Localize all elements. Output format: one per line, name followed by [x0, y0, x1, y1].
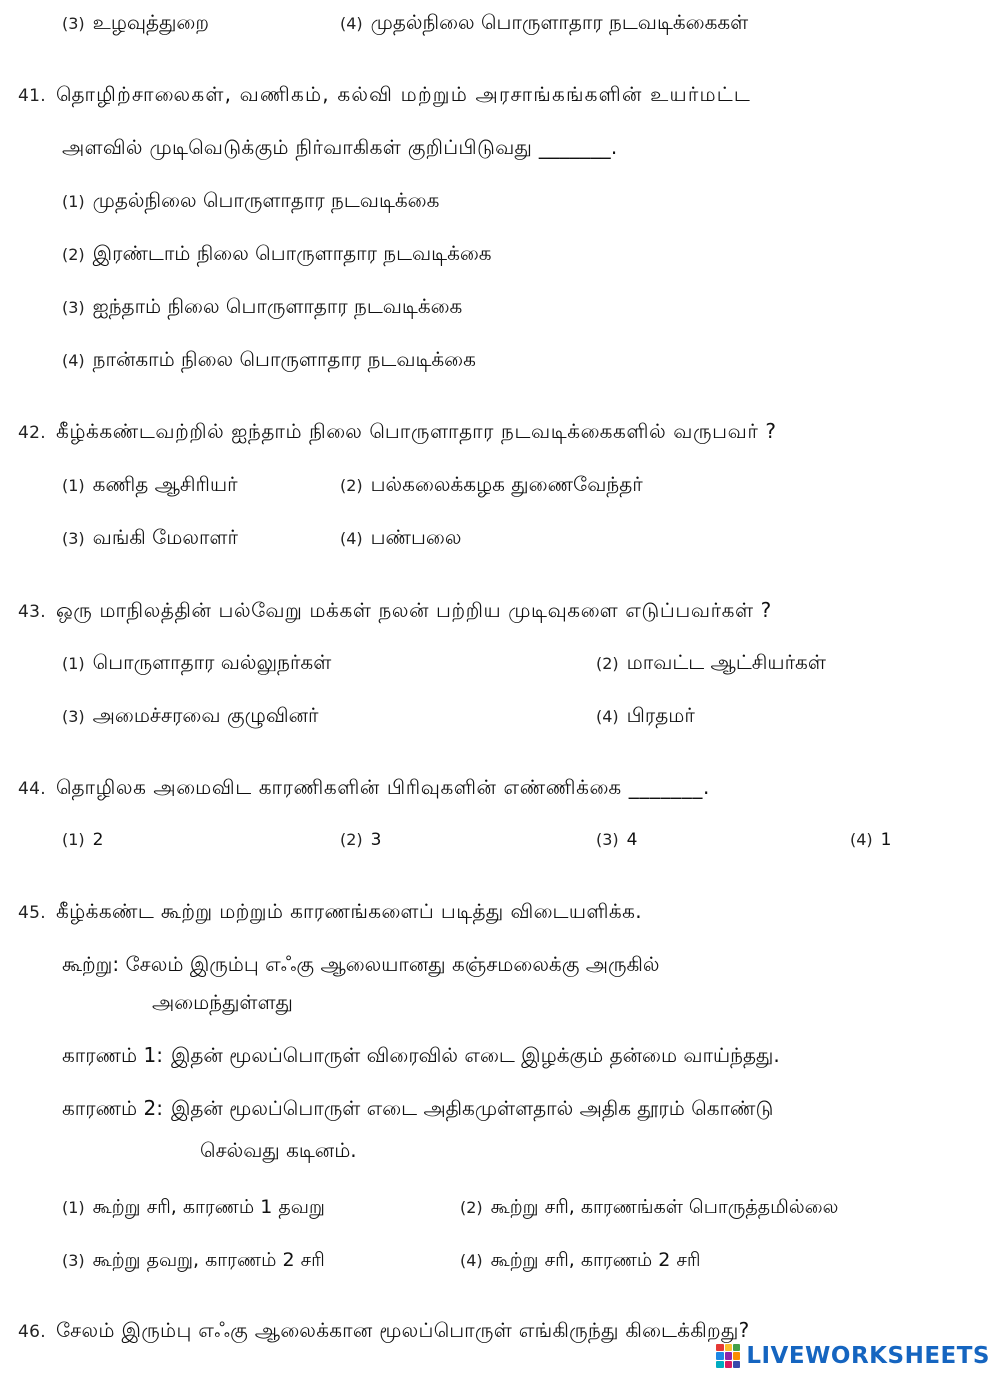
q44-option-4 [850, 826, 892, 854]
option-text: கூற்று சரி, காரணம் 2 சரி [490, 1249, 701, 1271]
option-text: மாவட்ட ஆட்சியர்கள் [626, 650, 826, 674]
option-number: (2) [596, 654, 619, 673]
option-number: (2) [340, 476, 363, 495]
liveworksheets-logo-icon [716, 1344, 740, 1368]
option-text: 3 [370, 830, 382, 850]
question-text: தொழிலக அமைவிட காரணிகளின் பிரிவுகளின் எண்ணிக்கை _______. [55, 775, 710, 799]
q45-assertion [62, 950, 659, 978]
option-number: (1) [62, 192, 85, 211]
option-number: (3) [62, 707, 85, 726]
option-text: 2 [92, 830, 104, 850]
q43-option-4 [596, 701, 695, 731]
question-text: கீழ்க்கண்டவற்றில் ஐந்தாம் நிலை பொருளாதார நடவடிக்கைகளில் வருபவர் ? [55, 419, 777, 443]
option-number: (2) [62, 245, 85, 264]
option-text: 4 [626, 830, 638, 850]
q43-option-1 [62, 648, 331, 678]
question-text: ஒரு மாநிலத்தின் பல்வேறு மக்கள் நலன் பற்றிய முடிவுகளை எடுப்பவர்கள் ? [55, 598, 772, 622]
q45-option-1 [62, 1192, 325, 1222]
question-44 [18, 773, 710, 803]
option-text: இரண்டாம் நிலை பொருளாதார நடவடிக்கை [92, 241, 492, 265]
option-text: பல்கலைக்கழக துணைவேந்தர் [370, 472, 643, 496]
q45-reason-1 [62, 1041, 780, 1069]
reason-label: காரணம் 2: [62, 1096, 163, 1120]
question-46 [18, 1316, 750, 1346]
q42-option-3 [62, 523, 238, 553]
logo-square [733, 1361, 740, 1368]
question-41-line2 [62, 133, 618, 161]
question-text: சேலம் இரும்பு எஃகு ஆலைக்கான மூலப்பொருள் எங்கிருந்து கிடைக்கிறது? [55, 1318, 750, 1342]
option-text: உழவுத்துறை [92, 10, 209, 34]
prev-option-3 [62, 8, 209, 38]
q41-option-3 [62, 292, 462, 322]
q44-option-1 [62, 826, 104, 854]
option-text: 1 [880, 830, 892, 850]
logo-square [716, 1352, 723, 1359]
question-number: 46. [18, 1322, 46, 1342]
question-number: 44. [18, 779, 46, 799]
q41-option-2 [62, 239, 492, 269]
option-text: கூற்று சரி, காரணங்கள் பொருத்தமில்லை [490, 1196, 839, 1218]
option-number: (1) [62, 654, 85, 673]
option-number: (4) [340, 529, 363, 548]
question-41 [18, 80, 751, 110]
q41-option-1 [62, 186, 439, 216]
option-text: கணித ஆசிரியர் [92, 472, 238, 496]
option-text: பொருளாதார வல்லுநர்கள் [92, 650, 332, 674]
logo-square [733, 1344, 740, 1351]
logo-square [716, 1361, 723, 1368]
q42-option-1 [62, 470, 238, 500]
q44-option-2 [340, 826, 382, 854]
option-number: (3) [62, 14, 85, 33]
option-number: (1) [62, 1198, 85, 1217]
question-number: 43. [18, 602, 46, 622]
q44-option-3 [596, 826, 638, 854]
liveworksheets-logo-text: LIVEWORKSHEETS [746, 1343, 990, 1369]
option-text: நான்காம் நிலை பொருளாதார நடவடிக்கை [92, 347, 476, 371]
reason-text: இதன் மூலப்பொருள் விரைவில் எடை இழக்கும் தன்மை வாய்ந்தது. [170, 1043, 780, 1067]
option-number: (4) [596, 707, 619, 726]
question-text: தொழிற்சாலைகள், வணிகம், கல்வி மற்றும் அரசாங்கங்களின் உயர்மட்ட [55, 82, 751, 106]
question-text: அளவில் முடிவெடுக்கும் நிர்வாகிகள் குறிப்பிடுவது _______. [62, 135, 618, 159]
option-text: பிரதமர் [626, 703, 695, 727]
option-number: (3) [62, 1251, 85, 1270]
q43-option-3 [62, 701, 318, 731]
liveworksheets-watermark[interactable] [716, 1341, 990, 1371]
logo-square [716, 1344, 723, 1351]
q45-option-4 [460, 1245, 701, 1275]
option-number: (4) [340, 14, 363, 33]
q45-option-3 [62, 1245, 325, 1275]
q45-reason-2 [62, 1094, 773, 1122]
option-text: பண்பலை [370, 525, 462, 549]
q42-option-4 [340, 523, 461, 553]
option-number: (3) [62, 529, 85, 548]
question-45 [18, 897, 642, 927]
assertion-text: அமைந்துள்ளது [152, 990, 293, 1014]
option-text: வங்கி மேலாளர் [92, 525, 238, 549]
reason-label: காரணம் 1: [62, 1043, 163, 1067]
option-text: கூற்று தவறு, காரணம் 2 சரி [92, 1249, 325, 1271]
logo-square [725, 1352, 732, 1359]
q45-option-2 [460, 1192, 838, 1222]
option-number: (1) [62, 830, 85, 849]
question-number: 41. [18, 86, 46, 106]
option-number: (4) [850, 830, 873, 849]
option-number: (3) [596, 830, 619, 849]
option-text: ஐந்தாம் நிலை பொருளாதார நடவடிக்கை [92, 294, 463, 318]
q45-reason-2-cont [200, 1136, 357, 1164]
logo-square [733, 1352, 740, 1359]
question-number: 45. [18, 903, 46, 923]
q42-option-2 [340, 470, 643, 500]
assertion-text: கூற்று: சேலம் இரும்பு எஃகு ஆலையானது கஞ்சமலைக்கு அருகில் [62, 952, 660, 976]
option-number: (4) [62, 351, 85, 370]
q41-option-4 [62, 345, 476, 375]
q45-assertion-cont [152, 988, 293, 1016]
option-number: (1) [62, 476, 85, 495]
question-43 [18, 596, 772, 626]
option-number: (3) [62, 298, 85, 317]
q43-option-2 [596, 648, 826, 678]
prev-option-4 [340, 8, 748, 38]
option-text: முதல்நிலை பொருளாதார நடவடிக்கைகள் [370, 10, 749, 34]
reason-text: இதன் மூலப்பொருள் எடை அதிகமுள்ளதால் அதிக தூரம் கொண்டு [170, 1096, 774, 1120]
logo-square [725, 1344, 732, 1351]
question-text: கீழ்க்கண்ட கூற்று மற்றும் காரணங்களைப் படித்து விடையளிக்க. [55, 899, 643, 923]
option-text: கூற்று சரி, காரணம் 1 தவறு [92, 1196, 325, 1218]
question-42 [18, 417, 777, 447]
option-text: முதல்நிலை பொருளாதார நடவடிக்கை [92, 188, 440, 212]
logo-square [725, 1361, 732, 1368]
reason-text: செல்வது கடினம். [200, 1138, 357, 1162]
option-number: (4) [460, 1251, 483, 1270]
option-text: அமைச்சரவை குழுவினர் [92, 703, 319, 727]
option-number: (2) [340, 830, 363, 849]
option-number: (2) [460, 1198, 483, 1217]
question-number: 42. [18, 423, 46, 443]
